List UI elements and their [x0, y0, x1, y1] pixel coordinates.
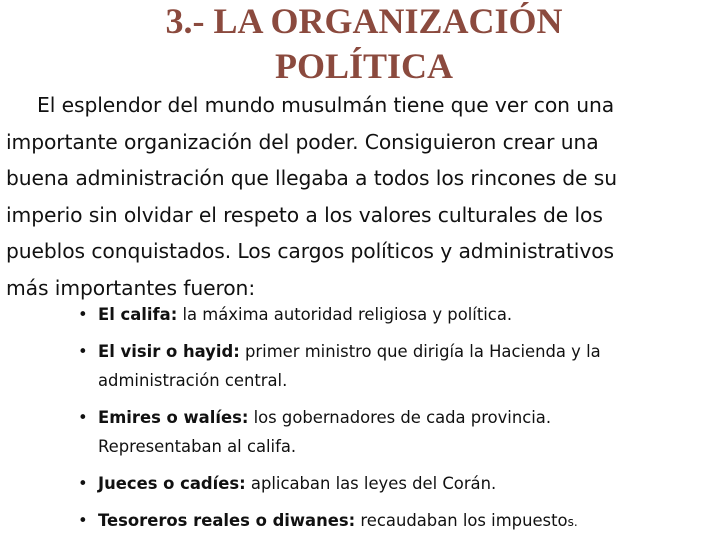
list-item-califa — [74, 300, 714, 329]
list-item-line — [98, 300, 714, 329]
description-continuation: administración central. — [98, 371, 288, 390]
bullet-icon: • — [78, 511, 88, 530]
list-item-line — [98, 337, 714, 366]
bullet-icon: • — [78, 408, 88, 427]
list-item-tesoreros — [74, 506, 714, 537]
intro-paragraph — [6, 87, 726, 307]
term: Jueces o cadíes: — [98, 474, 246, 493]
bullet-icon: • — [78, 305, 88, 324]
bullet-icon: • — [78, 474, 88, 493]
list-item-emires — [74, 403, 714, 461]
description-continuation: Representaban al califa. — [98, 437, 297, 456]
bullet-icon: • — [78, 342, 88, 361]
intro-line: pueblos conquistados. Los cargos políticos y administrativos — [6, 239, 615, 264]
term: El visir o hayid: — [98, 342, 240, 361]
intro-line: más importantes fueron: — [6, 275, 256, 300]
description-tail: s. — [567, 515, 578, 529]
description: primer ministro que dirigía la Hacienda y la — [239, 342, 601, 361]
term: Emires o walíes: — [98, 408, 249, 427]
list-item-line — [98, 403, 714, 432]
intro-line: buena administración que llegaba a todos los rincones de su — [6, 166, 617, 191]
list-item-visir — [74, 337, 714, 395]
description: la máxima autoridad religiosa y política. — [177, 305, 513, 324]
intro-line: imperio sin olvidar el respeto a los valores culturales de los — [6, 202, 603, 227]
description: aplicaban las leyes del Corán. — [245, 474, 497, 493]
intro-line: El esplendor del mundo musulmán tiene que ver con una — [37, 93, 615, 117]
term: Tesoreros reales o diwanes: — [98, 511, 356, 530]
page-title-line-2: POLÍTICA — [274, 46, 454, 86]
term: El califa: — [98, 305, 178, 324]
intro-line: importante organización del poder. Consiguieron crear una — [6, 129, 599, 154]
cargos-list — [74, 300, 714, 545]
description: los gobernadores de cada provincia. — [248, 408, 552, 427]
page-title-line-1: 3.- LA ORGANIZACIÓN — [165, 1, 563, 41]
list-item-jueces — [74, 469, 714, 498]
list-item-line — [98, 506, 714, 537]
description: recaudaban los impuesto — [355, 511, 568, 530]
list-item-line — [98, 469, 714, 498]
